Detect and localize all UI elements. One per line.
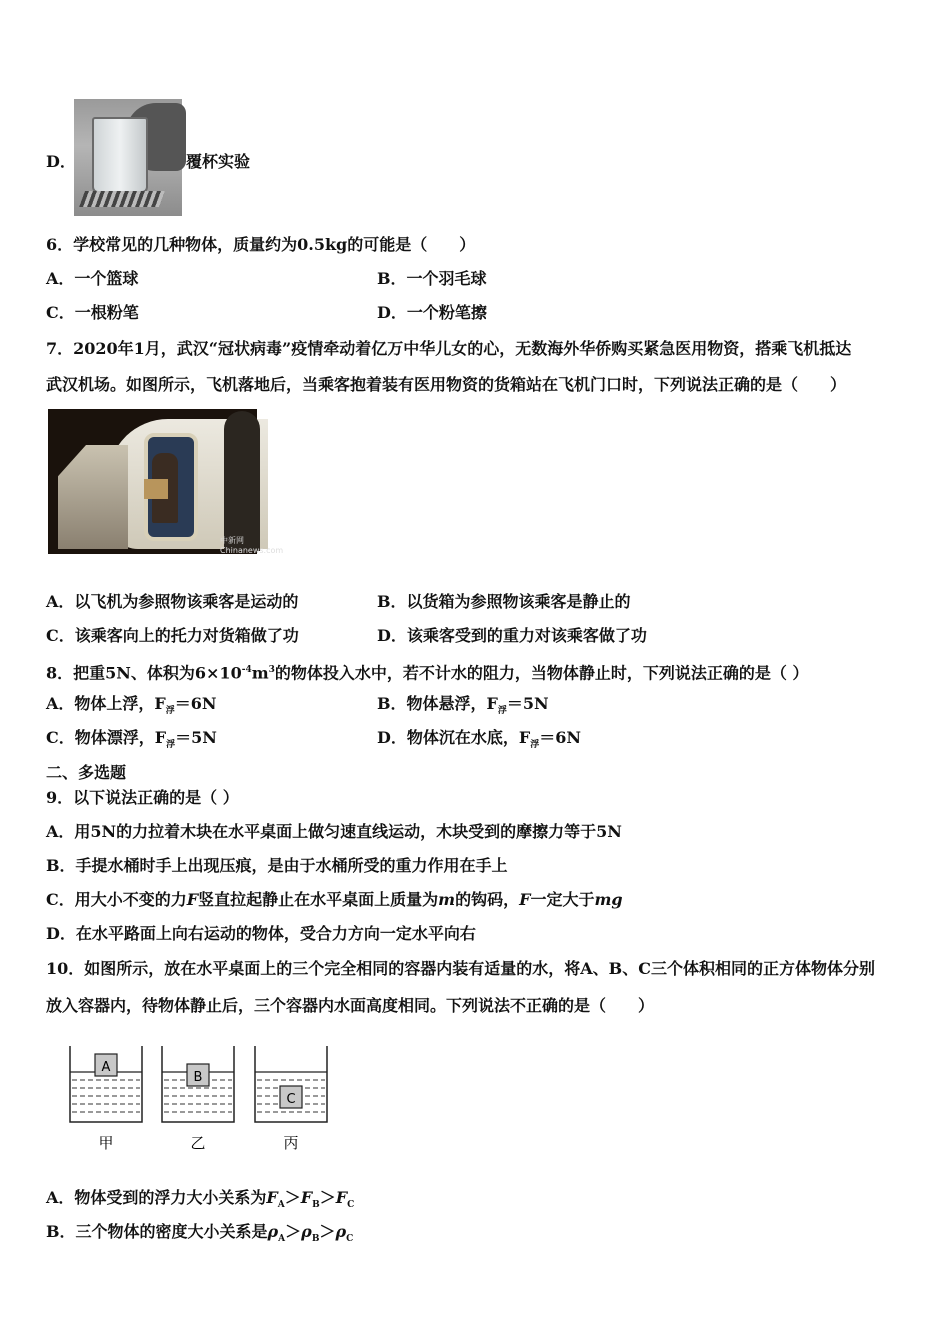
rel: ＞ — [319, 1188, 336, 1207]
q9-option-b: B．手提水桶时手上出现压痕，是由于水桶所受的重力作用在手上 — [46, 856, 508, 875]
var-mg: mg — [594, 890, 623, 909]
var-f: F — [519, 890, 531, 909]
q6-option-a: A．一个篮球 — [46, 269, 139, 288]
container-yi — [162, 1046, 234, 1152]
q10-stem-line2: 放入容器内，待物体静止后，三个容器内水面高度相同。下列说法不正确的是（ ） — [46, 996, 655, 1015]
text: 的钩码， — [455, 890, 520, 909]
sub: C — [347, 1200, 355, 1211]
photo-watermark — [220, 535, 283, 555]
cup-experiment-photo — [74, 99, 182, 216]
var-m: m — [438, 890, 456, 909]
q8-option-d — [377, 728, 581, 755]
sym: ρ — [335, 1222, 347, 1241]
text: 一定大于 — [530, 890, 595, 909]
opt-sub: 浮 — [166, 740, 176, 751]
q10-option-b — [46, 1222, 353, 1249]
q9-option-a: A．用5N的力拉着木块在水平桌面上做匀速直线运动，木块受到的摩擦力等于5N — [46, 822, 622, 841]
var-f: F — [186, 890, 199, 909]
sub: B — [312, 1200, 320, 1211]
q6-option-d: D．一个粉笔擦 — [377, 303, 487, 322]
q8-stem-pre: 8．把重5N、体积为6×10 — [46, 663, 242, 683]
opt-sub: 浮 — [530, 740, 540, 751]
q8-option-b — [377, 694, 549, 721]
container-label-bing: 丙 — [283, 1134, 299, 1152]
q6-stem: 6．学校常见的几种物体，质量约为0.5kg的可能是（ ） — [46, 235, 476, 254]
text: B．三个物体的密度大小关系是 — [46, 1222, 268, 1241]
card-shape — [79, 191, 165, 207]
rel: ＞ — [284, 1188, 301, 1207]
opt-post: ＝6N — [539, 728, 582, 747]
rel: ＞ — [285, 1222, 302, 1241]
q8-stem — [46, 660, 808, 683]
q9-option-d: D．在水平路面上向右运动的物体，受合力方向一定水平向右 — [46, 924, 476, 943]
sym: ρ — [301, 1222, 312, 1241]
stairs-shape — [58, 445, 128, 549]
cup-shape — [92, 117, 148, 193]
container-label-jia: 甲 — [98, 1134, 114, 1152]
sub: C — [346, 1234, 354, 1245]
text: C．用大小不变的力 — [46, 890, 187, 909]
opt-post: ＝6N — [174, 694, 217, 713]
container-jia — [70, 1046, 142, 1152]
containers-diagram — [60, 1040, 340, 1160]
text: 竖直拉起静止在水平桌面上质量为 — [198, 890, 439, 909]
sym: F — [300, 1188, 313, 1207]
man-shape — [224, 411, 260, 551]
q7-stem-line2: 武汉机场。如图所示，飞机落地后，当乘客抱着装有医用物资的货箱站在飞机门口时，下列说法正确的是（ ） — [46, 375, 847, 394]
opt-pre: D．物体沉在水底，F — [377, 728, 531, 747]
sub: B — [311, 1234, 320, 1245]
sym: F — [266, 1188, 278, 1207]
airplane-door-photo — [48, 409, 284, 555]
opt-pre: A．物体上浮，F — [46, 694, 166, 713]
q7-option-d: D．该乘客受到的重力对该乘客做了功 — [377, 626, 647, 645]
block-b-label: B — [193, 1070, 203, 1085]
q7-option-c: C．该乘客向上的托力对货箱做了功 — [46, 626, 299, 645]
container-bing — [255, 1046, 327, 1152]
opt-post: ＝5N — [506, 694, 549, 713]
q7-option-b: B．以货箱为参照物该乘客是静止的 — [377, 592, 631, 611]
q7-stem-line1: 7．2020年1月，武汉“冠状病毒”疫情牵动着亿万中华儿女的心，无数海外华侨购买紧急医用物资，搭乘飞机抵达 — [46, 339, 852, 358]
opt-pre: B．物体悬浮，F — [377, 694, 498, 713]
q10-stem-line1: 10．如图所示，放在水平桌面上的三个完全相同的容器内装有适量的水，将A、B、C三个体积相同的正方体物体分别 — [46, 959, 875, 978]
section-title: 二、多选题 — [46, 763, 127, 782]
q6-option-b: B．一个羽毛球 — [377, 269, 487, 288]
sym: F — [335, 1188, 348, 1207]
q7-option-a: A．以飞机为参照物该乘客是运动的 — [46, 592, 299, 611]
opt-sub: 浮 — [497, 706, 507, 717]
q8-exp: -4 — [241, 665, 252, 675]
rel: ＞ — [319, 1222, 336, 1241]
q6-option-c: C．一根粉笔 — [46, 303, 139, 322]
q5-option-d-text: 覆杯实验 — [186, 152, 251, 171]
q8-stem-post: 的物体投入水中，若不计水的阻力，当物体静止时，下列说法正确的是（ ） — [274, 663, 809, 683]
q8-option-c — [46, 728, 217, 755]
q10-option-a — [46, 1188, 354, 1215]
cargo-box-shape — [144, 479, 168, 499]
block-c-label: C — [286, 1092, 296, 1107]
q9-stem: 9．以下说法正确的是（ ） — [46, 788, 239, 807]
q8-unit: m — [251, 663, 269, 683]
sym: ρ — [267, 1222, 279, 1241]
opt-sub: 浮 — [165, 706, 175, 717]
sub: A — [278, 1234, 286, 1245]
text: A．物体受到的浮力大小关系为 — [46, 1188, 267, 1207]
q5-option-d-label: D． — [46, 152, 76, 171]
sub: A — [277, 1200, 285, 1211]
block-a-label: A — [101, 1060, 111, 1075]
q8-option-a — [46, 694, 217, 721]
opt-pre: C．物体漂浮，F — [46, 728, 167, 747]
watermark-text-en: Chinanews.com — [220, 546, 284, 555]
opt-post: ＝5N — [175, 728, 217, 747]
watermark-text: 中新网 — [220, 536, 244, 545]
q9-option-c — [46, 890, 623, 910]
container-label-yi: 乙 — [190, 1134, 206, 1152]
q8-exp2: 3 — [268, 665, 275, 675]
